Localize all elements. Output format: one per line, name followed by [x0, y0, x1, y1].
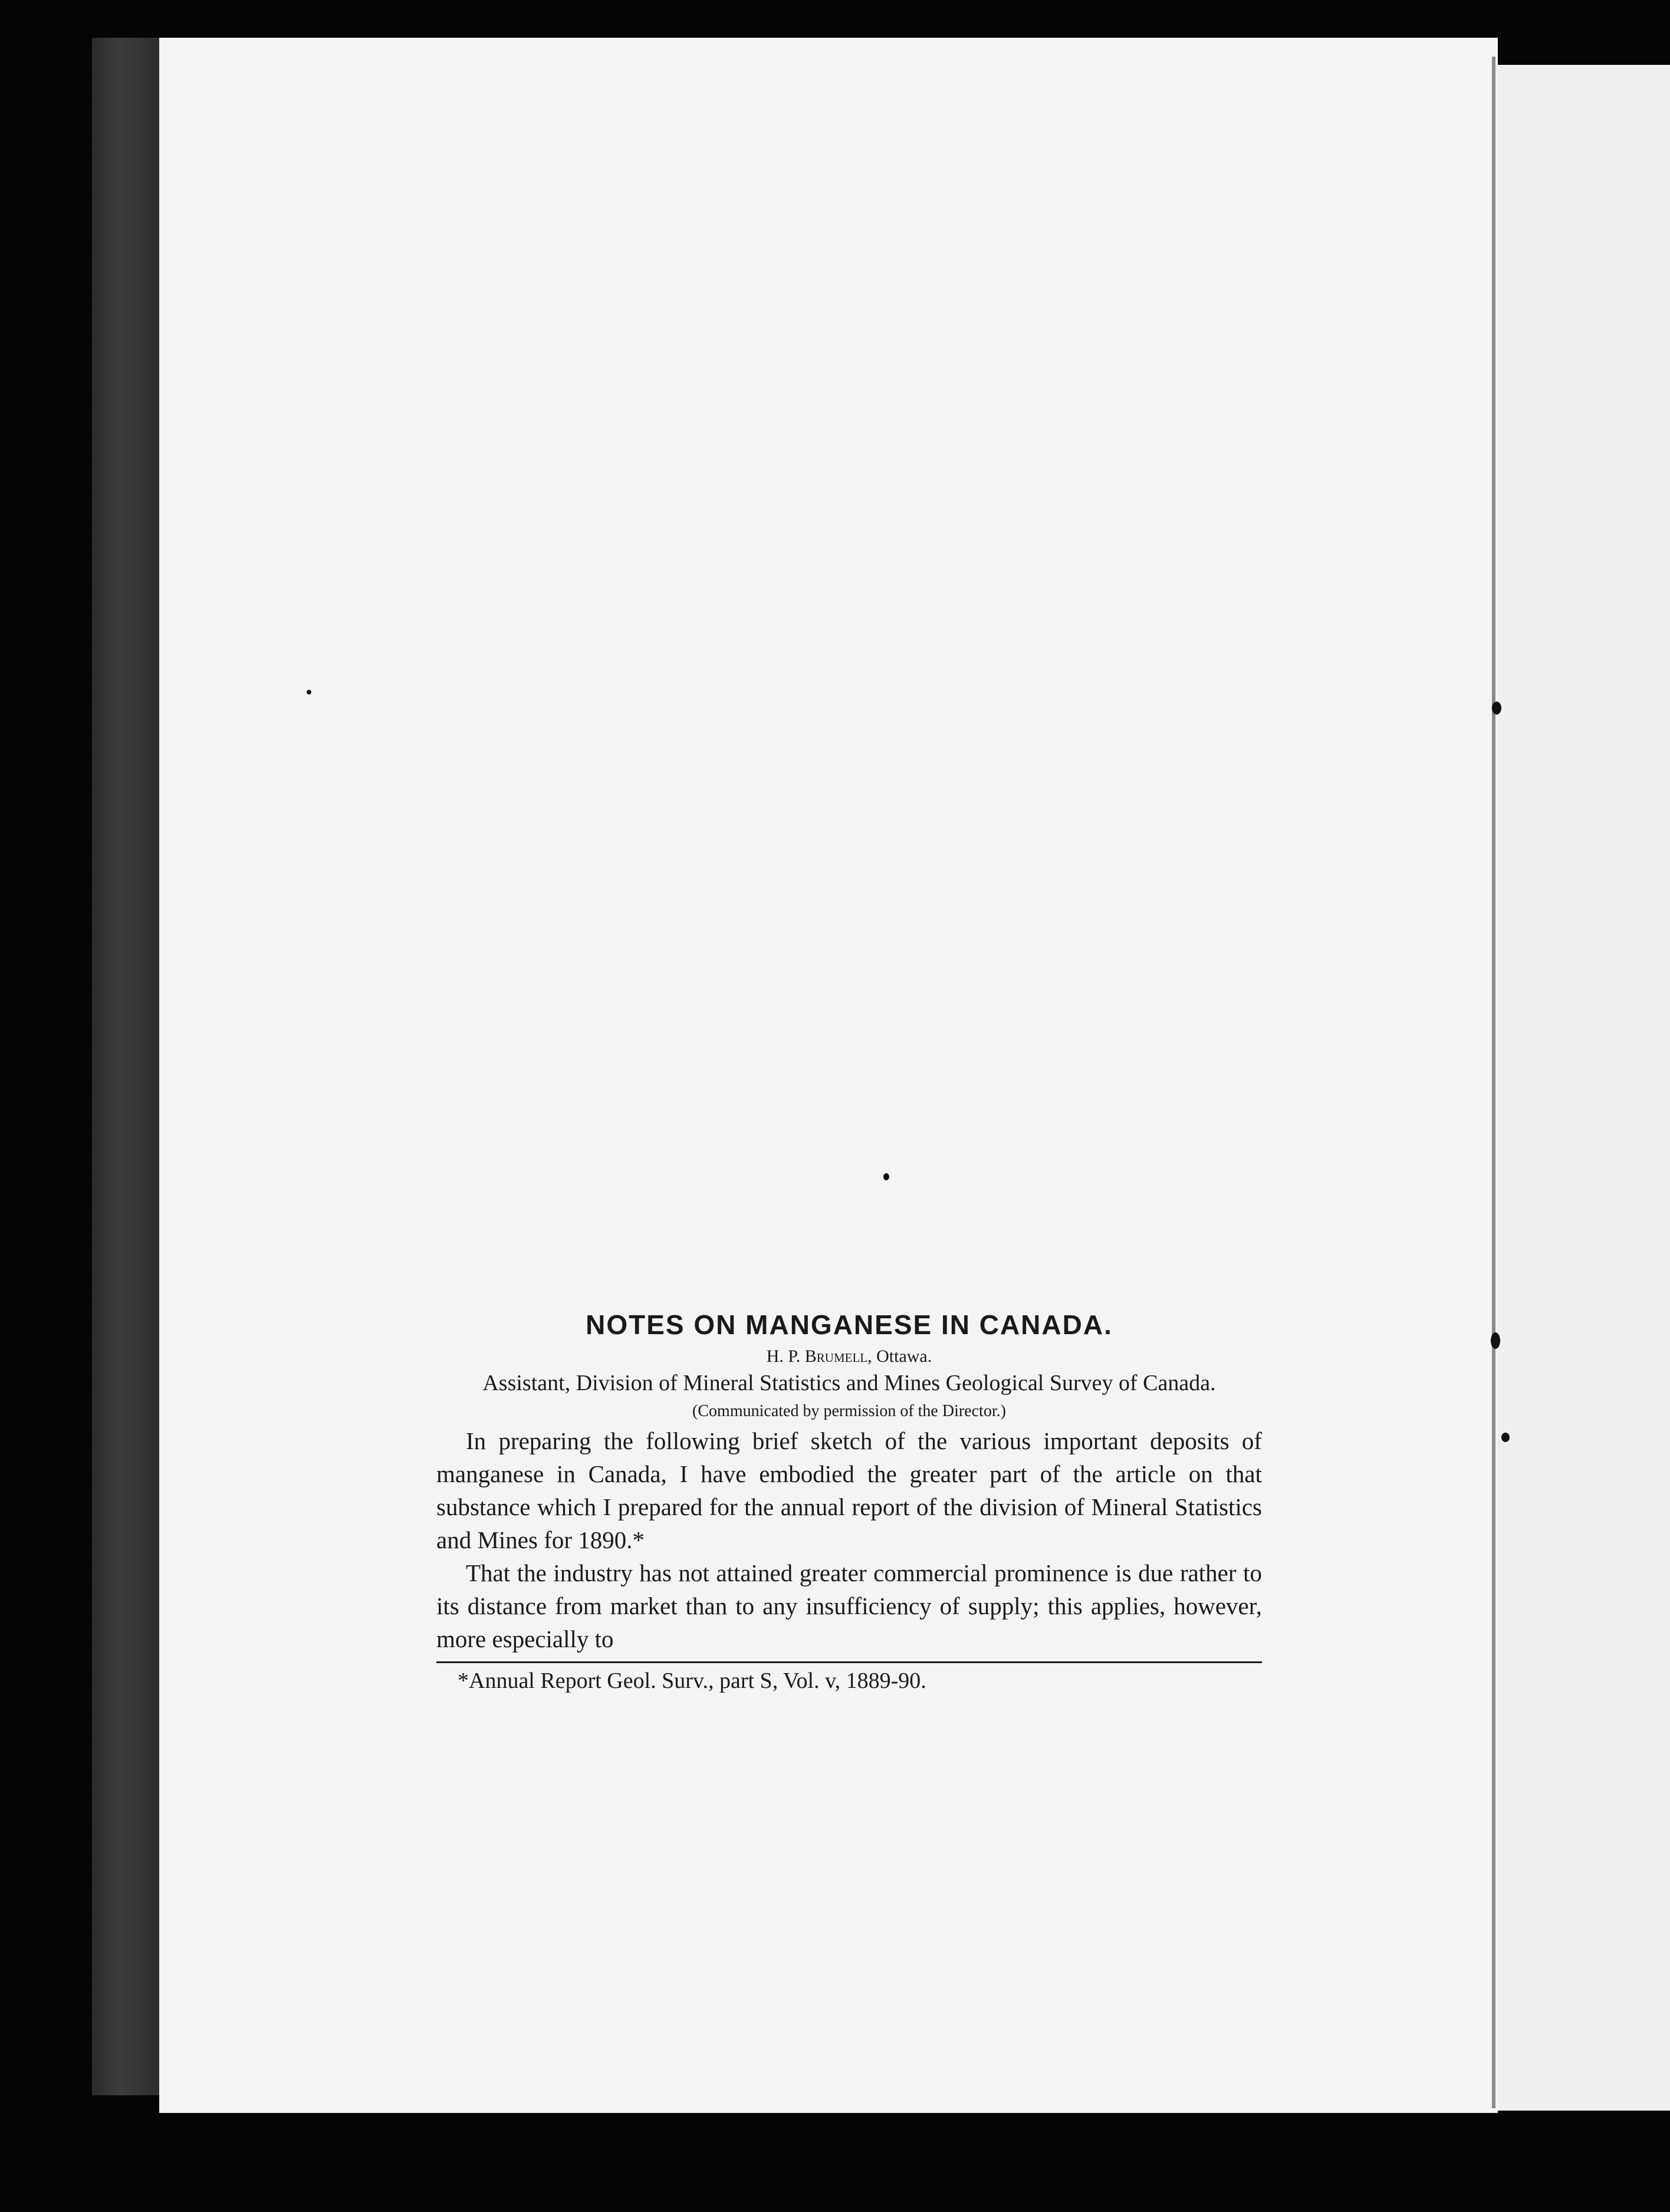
scan-speck	[883, 1173, 889, 1180]
adjacent-page-edge	[1498, 65, 1670, 2111]
article-title: NOTES ON MANGANESE IN CANADA.	[586, 1309, 1113, 1340]
scan-speck	[307, 690, 311, 694]
document-page	[159, 38, 1498, 2113]
communication-note: (Communicated by permission of the Director.)	[692, 1402, 1006, 1420]
body-paragraph: In preparing the following brief sketch of the various important deposits of manganese in Canada, I have embodied the greater part of the article on that substance which I prepared for the annual report of the division of Mineral Statistics and Mines for 1890.*	[436, 1427, 1262, 1553]
author-line	[436, 1347, 1262, 1367]
footnote: *Annual Report Geol. Surv., part S, Vol. v, 1889-90.	[458, 1668, 926, 1693]
article	[436, 1309, 1262, 1694]
footnote-rule	[436, 1661, 1262, 1663]
scan-speck	[1501, 1433, 1510, 1442]
page-edge	[1492, 57, 1495, 2108]
author-location: , Ottawa.	[867, 1347, 932, 1366]
author-surname: Brumell	[804, 1347, 868, 1366]
body-paragraph: That the industry has not attained greater commercial prominence is due rather to its distance from market than to any insufficiency of supply; this applies, however, more especially to	[436, 1559, 1262, 1653]
scan-speck	[1491, 1332, 1500, 1349]
binding-strip	[92, 38, 162, 2095]
author-initials: H. P.	[766, 1347, 801, 1366]
scan-speck	[1492, 702, 1501, 715]
author-affiliation: Assistant, Division of Mineral Statistics and Mines Geological Survey of Canada.	[482, 1371, 1216, 1395]
